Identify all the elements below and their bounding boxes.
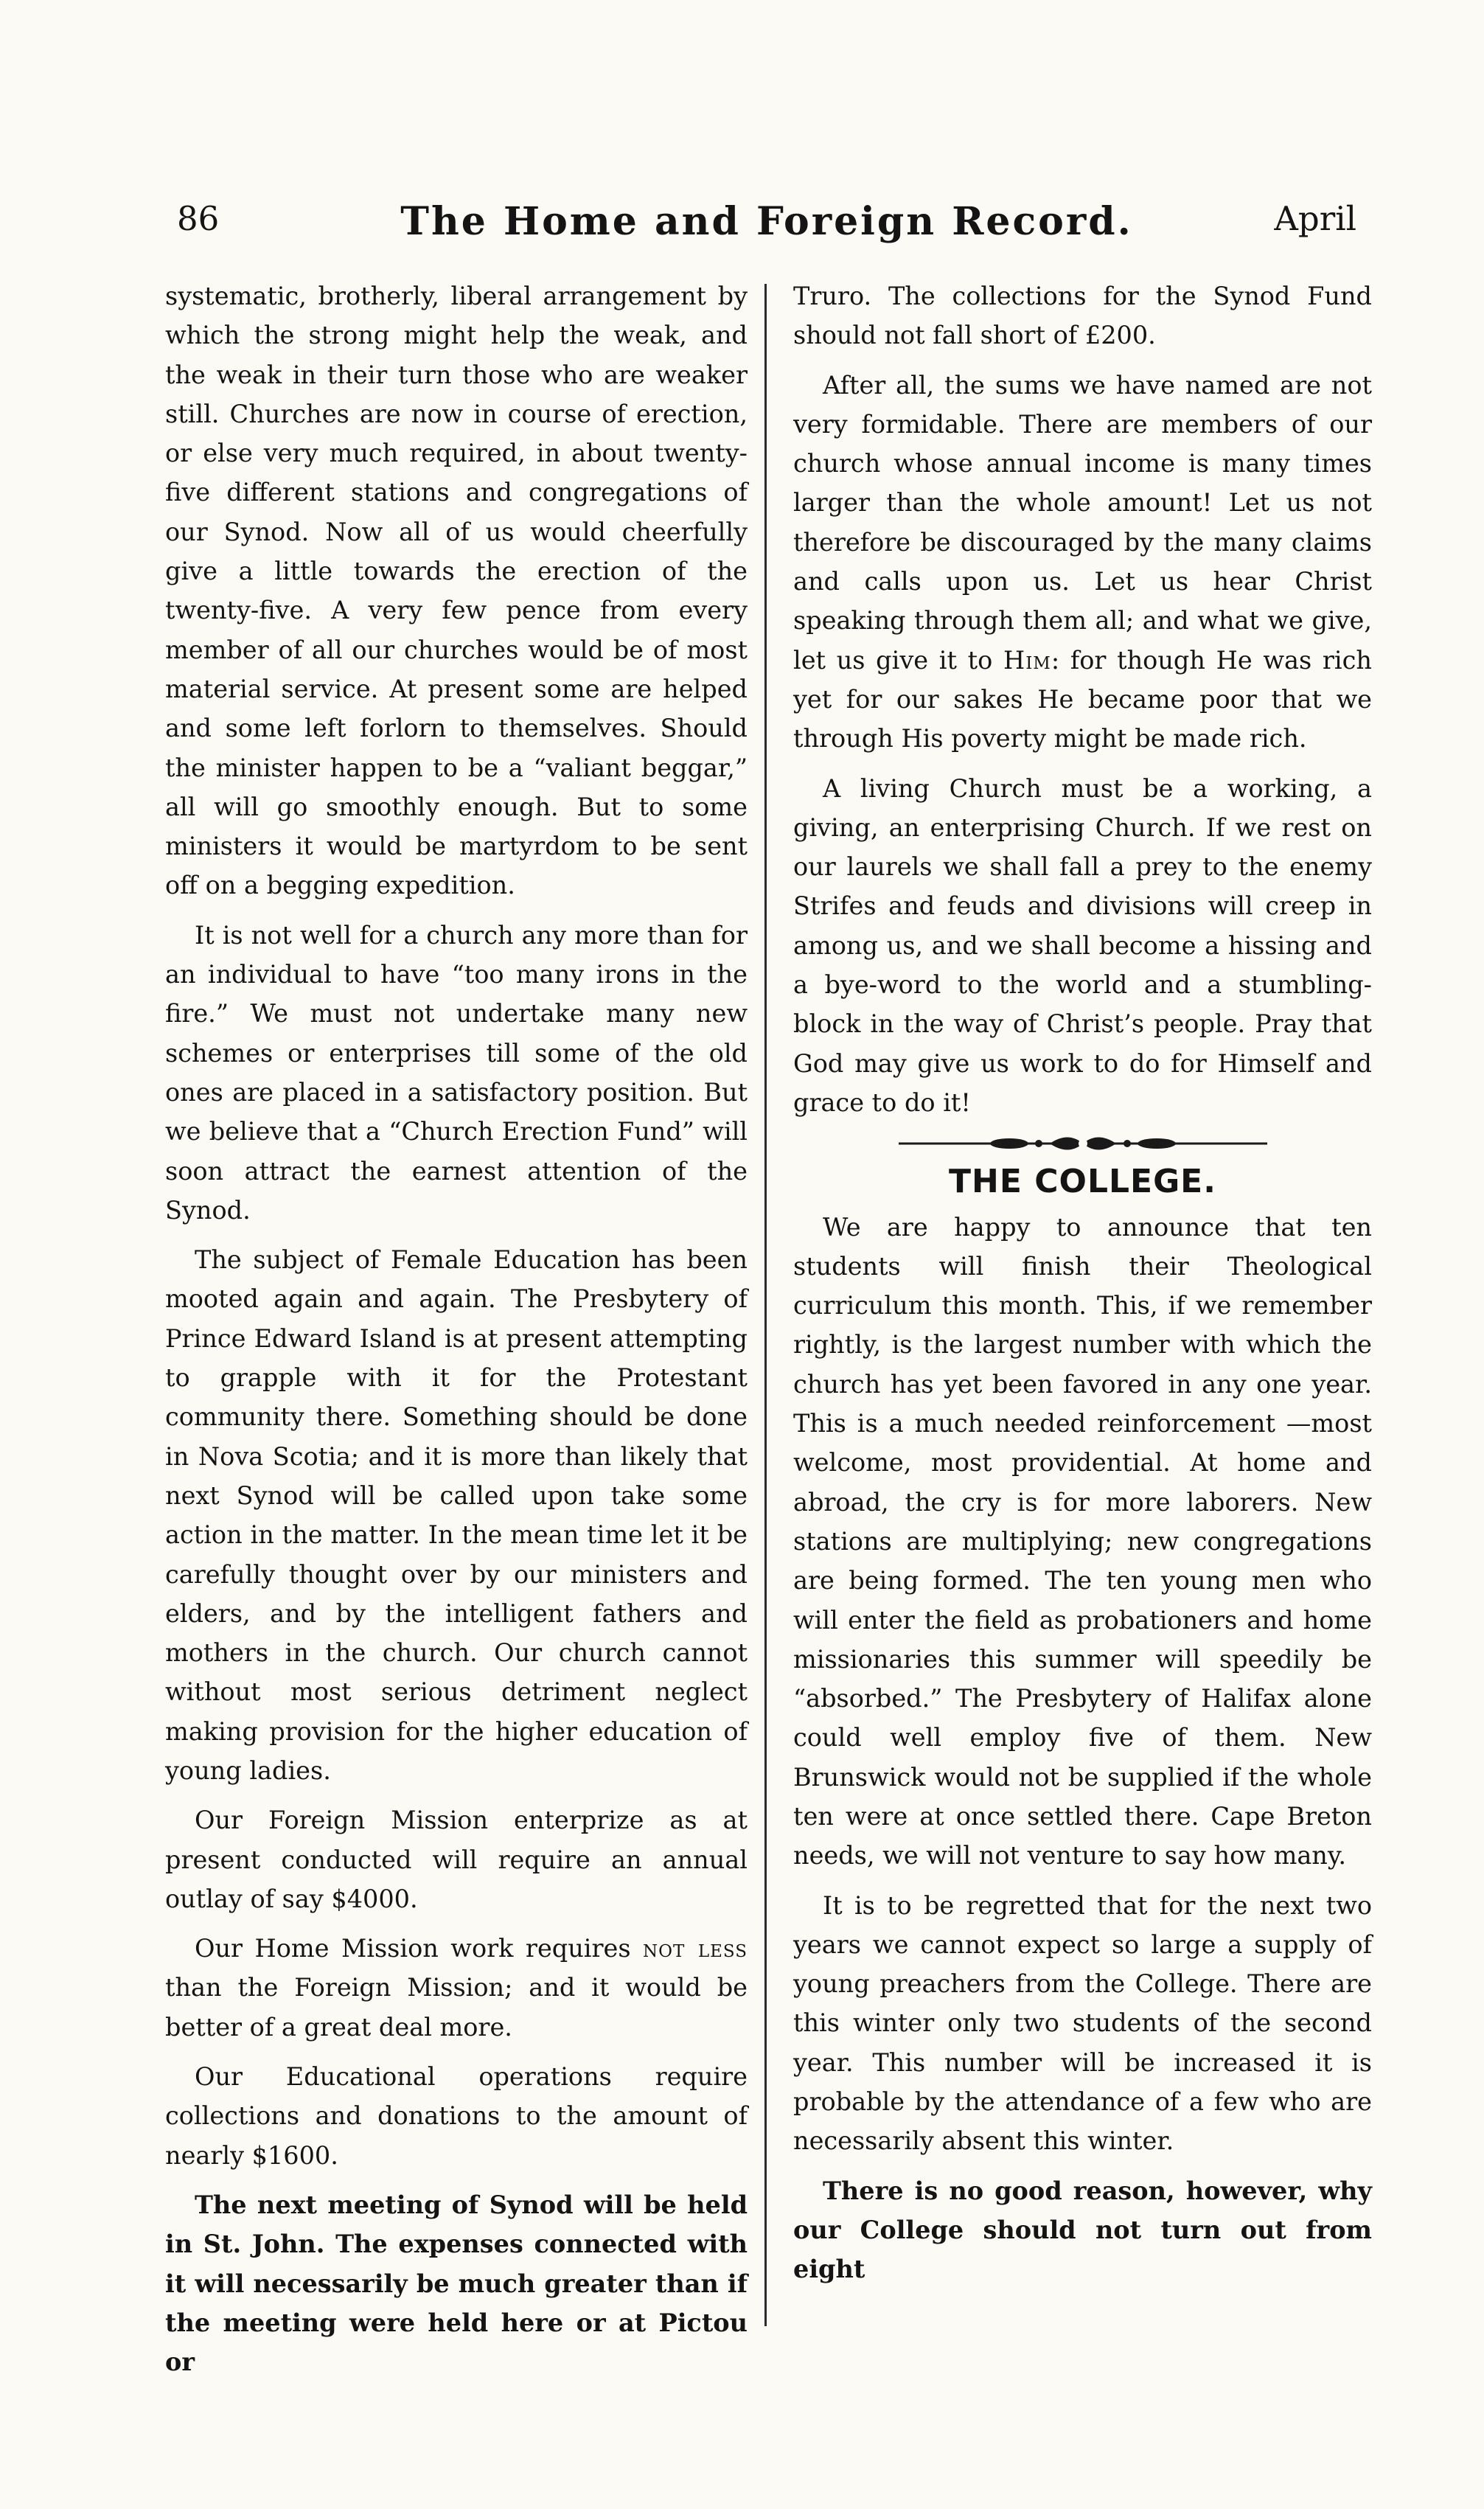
journal-title: The Home and Foreign Record. bbox=[400, 199, 1133, 244]
page-header bbox=[177, 199, 1356, 265]
paragraph: It is not well for a church any more than for an individual to have “too many irons in the fire.” We must not undertake many new schemes or enterprises till some of the old ones are placed in a satisfactory position. But we believe that a “Church Erection Fund” will soon attract the earnest attention of the Synod. bbox=[165, 920, 748, 1225]
section-heading: THE COLLEGE. bbox=[949, 1163, 1216, 1201]
paragraph: The next meeting of Synod will be held in St. John. The expenses connected with it will necessarily be much greater than if the meeting were held here or at Pictou or bbox=[165, 2190, 748, 2377]
right-column bbox=[793, 276, 1372, 2300]
page-number: 86 bbox=[177, 199, 220, 238]
paragraph: Truro. The collections for the Synod Fund should not fall short of £200. bbox=[793, 282, 1372, 350]
text-run: than the Foreign Mission; and it would be better of a great deal more. bbox=[165, 1973, 748, 2042]
paragraph: It is to be regretted that for the next two years we cannot expect so large a supply of young preachers from the College. There are this winter only two students of the second year. This number will be increased it is probable by the attendance of a few who are necessarily absent this winter. bbox=[793, 1890, 1372, 2156]
small-caps-text: not less bbox=[643, 1934, 748, 1963]
paragraph: A living Church must be a working, a giving, an enterprising Church. If we rest on our laurels we shall fall a prey to the enemy Strifes and feuds and divisions will creep in among us, and we shall become a hissing and a bye-word to the world and a stumbling-block in the way of Christ’s people. Pray that God may give us work to do for Himself and grace to do it! bbox=[793, 773, 1372, 1117]
text-run: Our Home Mission work requires bbox=[195, 1934, 631, 1963]
text-run: : for though He was rich yet for our sakes He became poor that we through His poverty might be made rich. bbox=[793, 645, 1372, 754]
paragraph: There is no good reason, however, why our College should not turn out from eight bbox=[793, 2176, 1372, 2284]
issue-month: April bbox=[1274, 199, 1356, 238]
left-column bbox=[165, 276, 748, 2392]
text-run: After all, the sums we have named are not very formidable. There are members of our church whose annual income is many times larger than the whole amount! Let us not therefore be discouraged by the many claims and calls upon us. Let us hear Christ speaking through them all; and what we give, let us give it to bbox=[793, 370, 1372, 675]
paragraph: The subject of Female Education has been mooted again and again. The Presbytery of Prince Edward Island is at present attempting to grapple with it for the Protestant community there. Something should be done in Nova Scotia; and it is more than likely that next Synod will be called upon take some action in the matter. In the mean time let it be carefully thought over by our ministers and elders, and by the intelligent fathers and mothers in the church. Our church cannot without most serious detriment neglect making provision for the higher education of young ladies. bbox=[165, 1245, 748, 1785]
paragraph: Our Foreign Mission enterprize as at present conducted will require an annual outlay of say $4000. bbox=[165, 1806, 748, 1913]
paragraph bbox=[165, 1929, 748, 2047]
paragraph bbox=[793, 366, 1372, 759]
paragraph: Our Educational operations require collections and donations to the amount of nearly $1600. bbox=[165, 2062, 748, 2170]
paragraph: We are happy to announce that ten students will finish their Theological curriculum this month. This, if we remember rightly, is the largest number with which the church has yet been favored in any one year. This is a much needed reinforcement —most welcome, most providential. At home and abroad, the cry is for more laborers. New stations are multiplying; new congregations are being formed. The ten young men who will enter the field as probationers and home missionaries this summer will speedily be “absorbed.” The Presbytery of Halifax alone could well employ five of them. New Brunswick would not be supplied if the whole ten were at once settled there. Cape Breton needs, we will not venture to say how many. bbox=[793, 1212, 1372, 1871]
ornamental-rule bbox=[891, 1132, 1275, 1155]
column-divider bbox=[764, 284, 767, 2326]
small-caps-text: Him bbox=[1003, 645, 1051, 675]
paragraph: systematic, brotherly, liberal arrangement by which the strong might help the weak, and the weak in their turn those who are weaker still. Churches are now in course of erection, or else very much required, in about twenty-five different stations and congregations of our Synod. Now all of us would cheerfully give a little towards the erection of the twenty-five. A very few pence from every member of all our churches would be of most material service. At present some are helped and some left forlorn to themselves. Should the minister happen to be a “valiant beggar,” all will go smoothly enough. But to some ministers it would be martyrdom to be sent off on a begging expedition. bbox=[165, 282, 748, 900]
